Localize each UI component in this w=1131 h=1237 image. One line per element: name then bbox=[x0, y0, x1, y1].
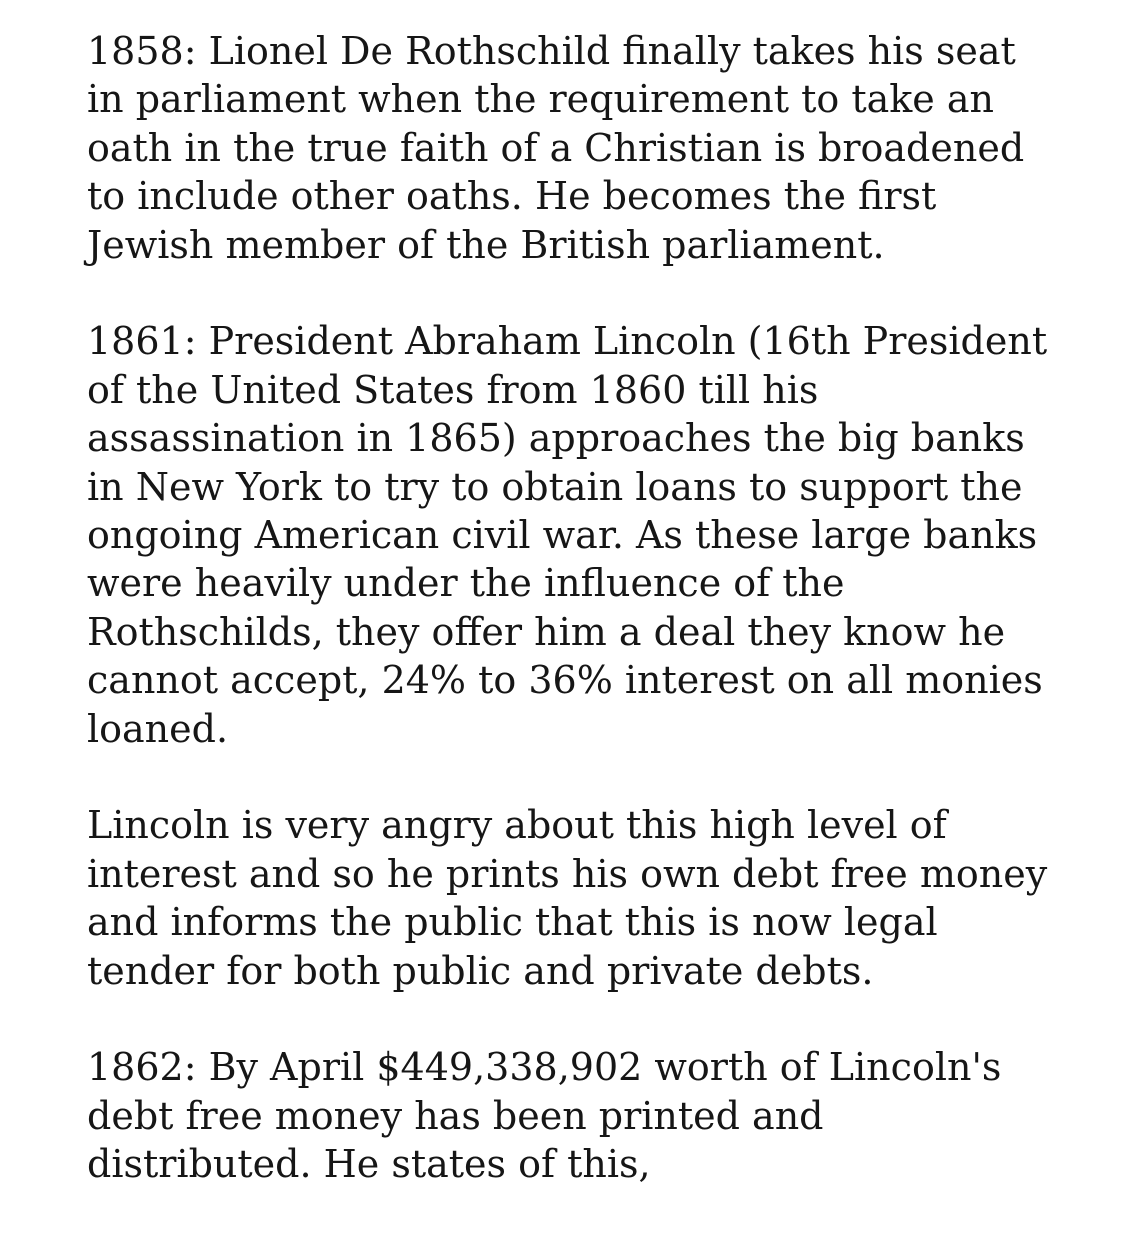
text-line: Jewish member of the British parliament. bbox=[87, 222, 885, 267]
text-line: 1861: President Abraham Lincoln (16th President bbox=[87, 319, 1048, 364]
paragraph-1862 bbox=[87, 1043, 1117, 1188]
text-line: interest and so he prints his own debt free money bbox=[87, 851, 1048, 896]
text-line: 1862: By April $449,338,902 worth of Lincoln's bbox=[87, 1045, 1002, 1090]
document-body bbox=[87, 27, 1117, 1237]
paragraph-1858 bbox=[87, 27, 1117, 269]
text-line: ongoing American civil war. As these large banks bbox=[87, 513, 1038, 558]
text-line: Rothschilds, they offer him a deal they know he bbox=[87, 609, 1006, 654]
text-line: in New York to try to obtain loans to support the bbox=[87, 464, 1023, 509]
text-line: to include other oaths. He becomes the first bbox=[87, 174, 937, 219]
text-line: cannot accept, 24% to 36% interest on all monies bbox=[87, 658, 1043, 703]
text-line: oath in the true faith of a Christian is broadened bbox=[87, 125, 1025, 170]
text-line: debt free money has been printed and bbox=[87, 1093, 824, 1138]
text-line: assassination in 1865) approaches the big banks bbox=[87, 416, 1025, 461]
text-line: and informs the public that this is now legal bbox=[87, 900, 938, 945]
text-line: distributed. He states of this, bbox=[87, 1142, 651, 1187]
paragraph-lincoln-money bbox=[87, 801, 1117, 995]
paragraph-1861 bbox=[87, 317, 1117, 753]
text-line: loaned. bbox=[87, 706, 229, 751]
text-line: were heavily under the influence of the bbox=[87, 561, 845, 606]
text-line: in parliament when the requirement to take an bbox=[87, 77, 994, 122]
text-line: Lincoln is very angry about this high level of bbox=[87, 803, 947, 848]
text-line: 1858: Lionel De Rothschild finally takes his seat bbox=[87, 29, 1016, 73]
text-line: tender for both public and private debts. bbox=[87, 948, 874, 993]
text-line: of the United States from 1860 till his bbox=[87, 367, 819, 412]
